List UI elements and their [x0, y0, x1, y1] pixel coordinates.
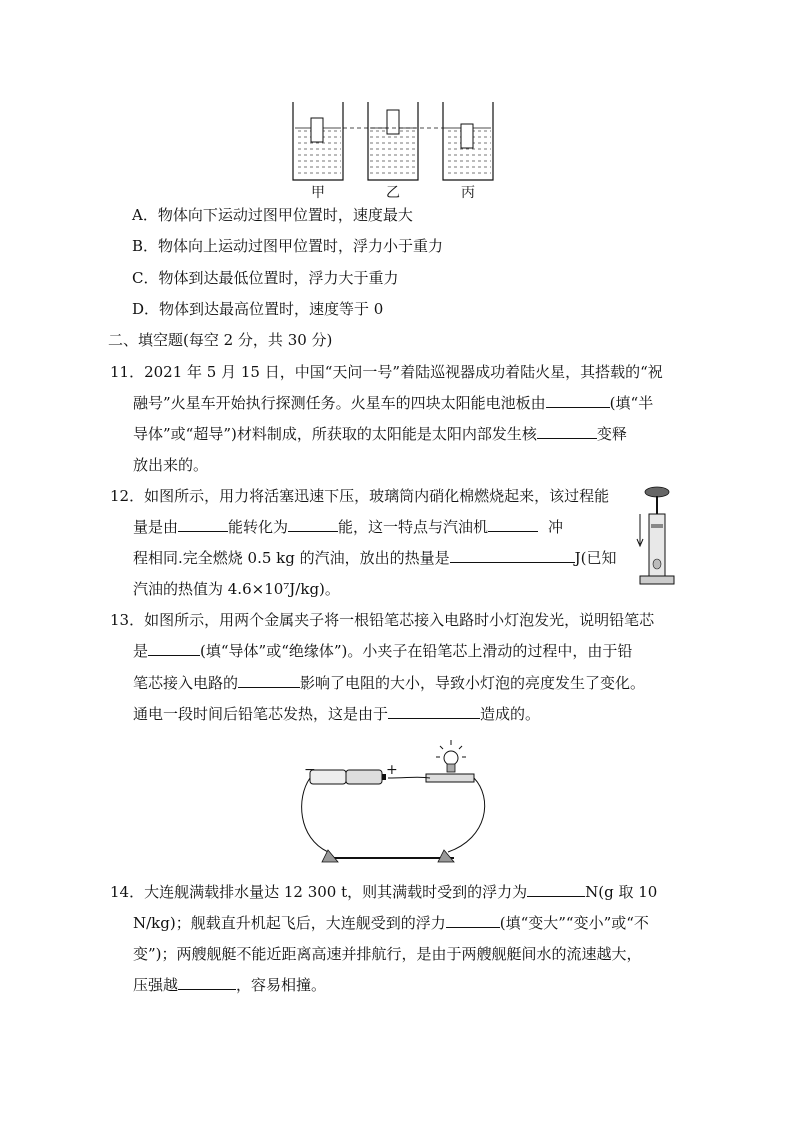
beaker-yi — [368, 102, 418, 180]
q13-line1: 13．如图所示，用两个金属夹子将一根铅笔芯接入电路时小灯泡发光，说明铅笔芯 — [110, 611, 655, 629]
q14-line2 — [133, 913, 649, 933]
q13-text: 通电一段时间后铅笔芯发热，这是由于 — [133, 705, 389, 723]
pencil-lead-circuit-figure — [298, 738, 498, 868]
q12-line4: 汽油的热值为 4.6×10⁷J/kg)。 — [133, 580, 340, 598]
beakers-drawing — [285, 98, 505, 188]
section-title: 二、填空题(每空 2 分，共 30 分) — [108, 331, 333, 349]
answer-blank[interactable] — [546, 393, 610, 408]
q12-text: 程相同.完全燃烧 0.5 kg 的汽油，放出的热量是 — [133, 549, 450, 567]
answer-blank[interactable] — [537, 424, 597, 439]
q14-text: N/kg)；舰载直升机起飞后，大连舰受到的浮力 — [133, 914, 446, 932]
answer-blank[interactable] — [450, 548, 575, 563]
beaker-bing — [443, 102, 493, 180]
beaker-jia — [293, 102, 343, 180]
q11-line2 — [133, 393, 653, 413]
q11-line4: 放出来的。 — [133, 456, 209, 474]
q14-line3: 变”)；两艘舰艇不能近距离高速并排航行，是由于两艘舰艇间水的流速越大， — [133, 945, 642, 963]
q14-line4 — [133, 975, 326, 995]
q11-text: 融号”火星车开始执行探测任务。火星车的四块太阳能电池板由 — [133, 394, 546, 412]
q11-text: 导体”或“超导”)材料制成，所获取的太阳能是太阳内部发生核 — [133, 425, 537, 443]
answer-blank[interactable] — [446, 913, 500, 928]
q14-text: 14．大连舰满载排水量达 12 300 t，则其满载时受到的浮力为 — [110, 883, 528, 901]
q12-text: 能，这一特点与汽油机 — [338, 518, 489, 536]
label-yi: 乙 — [386, 185, 400, 201]
q14-text: 压强越 — [133, 976, 179, 994]
q12-text: J(已知 — [574, 549, 617, 567]
q11-line1: 11．2021 年 5 月 15 日，中国“天问一号”着陆巡视器成功着陆火星，其搭载的“祝 — [110, 363, 663, 381]
q12-text: 能转化为 — [228, 518, 289, 536]
q14-text: N(g 取 10 — [585, 883, 658, 901]
battery-minus-sign: − — [304, 762, 316, 778]
q12-text: 量是由 — [133, 518, 179, 536]
answer-blank[interactable] — [388, 704, 480, 719]
option-d: D．物体到达最高位置时，速度等于 0 — [132, 300, 384, 318]
q12-line3 — [133, 548, 617, 568]
q13-text: 影响了电阻的大小，导致小灯泡的亮度发生了变化。 — [300, 674, 646, 692]
battery-plus-sign: + — [386, 762, 398, 778]
q13-line2 — [133, 641, 632, 661]
q13-line3 — [133, 673, 645, 693]
q11-text: 变释 — [596, 425, 627, 443]
q13-text: 是 — [133, 642, 149, 660]
q13-text: 笔芯接入电路的 — [133, 674, 239, 692]
q13-text: 造成的。 — [480, 705, 541, 723]
answer-blank[interactable] — [488, 517, 538, 532]
answer-blank[interactable] — [527, 882, 585, 897]
q14-line1 — [110, 882, 657, 902]
option-b: B．物体向上运动过图甲位置时，浮力小于重力 — [132, 237, 444, 255]
option-a: A．物体向下运动过图甲位置时，速度最大 — [132, 206, 413, 224]
option-c: C．物体到达最低位置时，浮力大于重力 — [132, 269, 399, 287]
q11-line3 — [133, 424, 627, 444]
answer-blank[interactable] — [178, 517, 228, 532]
q14-text: (填“变大”“变小”或“不 — [499, 914, 649, 932]
label-bing: 丙 — [461, 185, 475, 201]
fire-piston-figure — [632, 484, 682, 594]
q12-line1: 12．如图所示，用力将活塞迅速下压，玻璃筒内硝化棉燃烧起来，该过程能 — [110, 487, 610, 505]
answer-blank[interactable] — [148, 641, 200, 656]
answer-blank[interactable] — [288, 517, 338, 532]
answer-blank[interactable] — [238, 673, 300, 688]
answer-blank[interactable] — [178, 975, 236, 990]
q13-line4 — [133, 704, 540, 724]
q13-text: (填“导体”或“绝缘体”)。小夹子在铅笔芯上滑动的过程中，由于铅 — [200, 642, 633, 660]
q11-text: (填“半 — [609, 394, 654, 412]
q12-line2 — [133, 517, 563, 537]
label-jia: 甲 — [311, 185, 325, 201]
q14-text: ，容易相撞。 — [236, 976, 327, 994]
q12-text: 冲 — [548, 518, 564, 536]
